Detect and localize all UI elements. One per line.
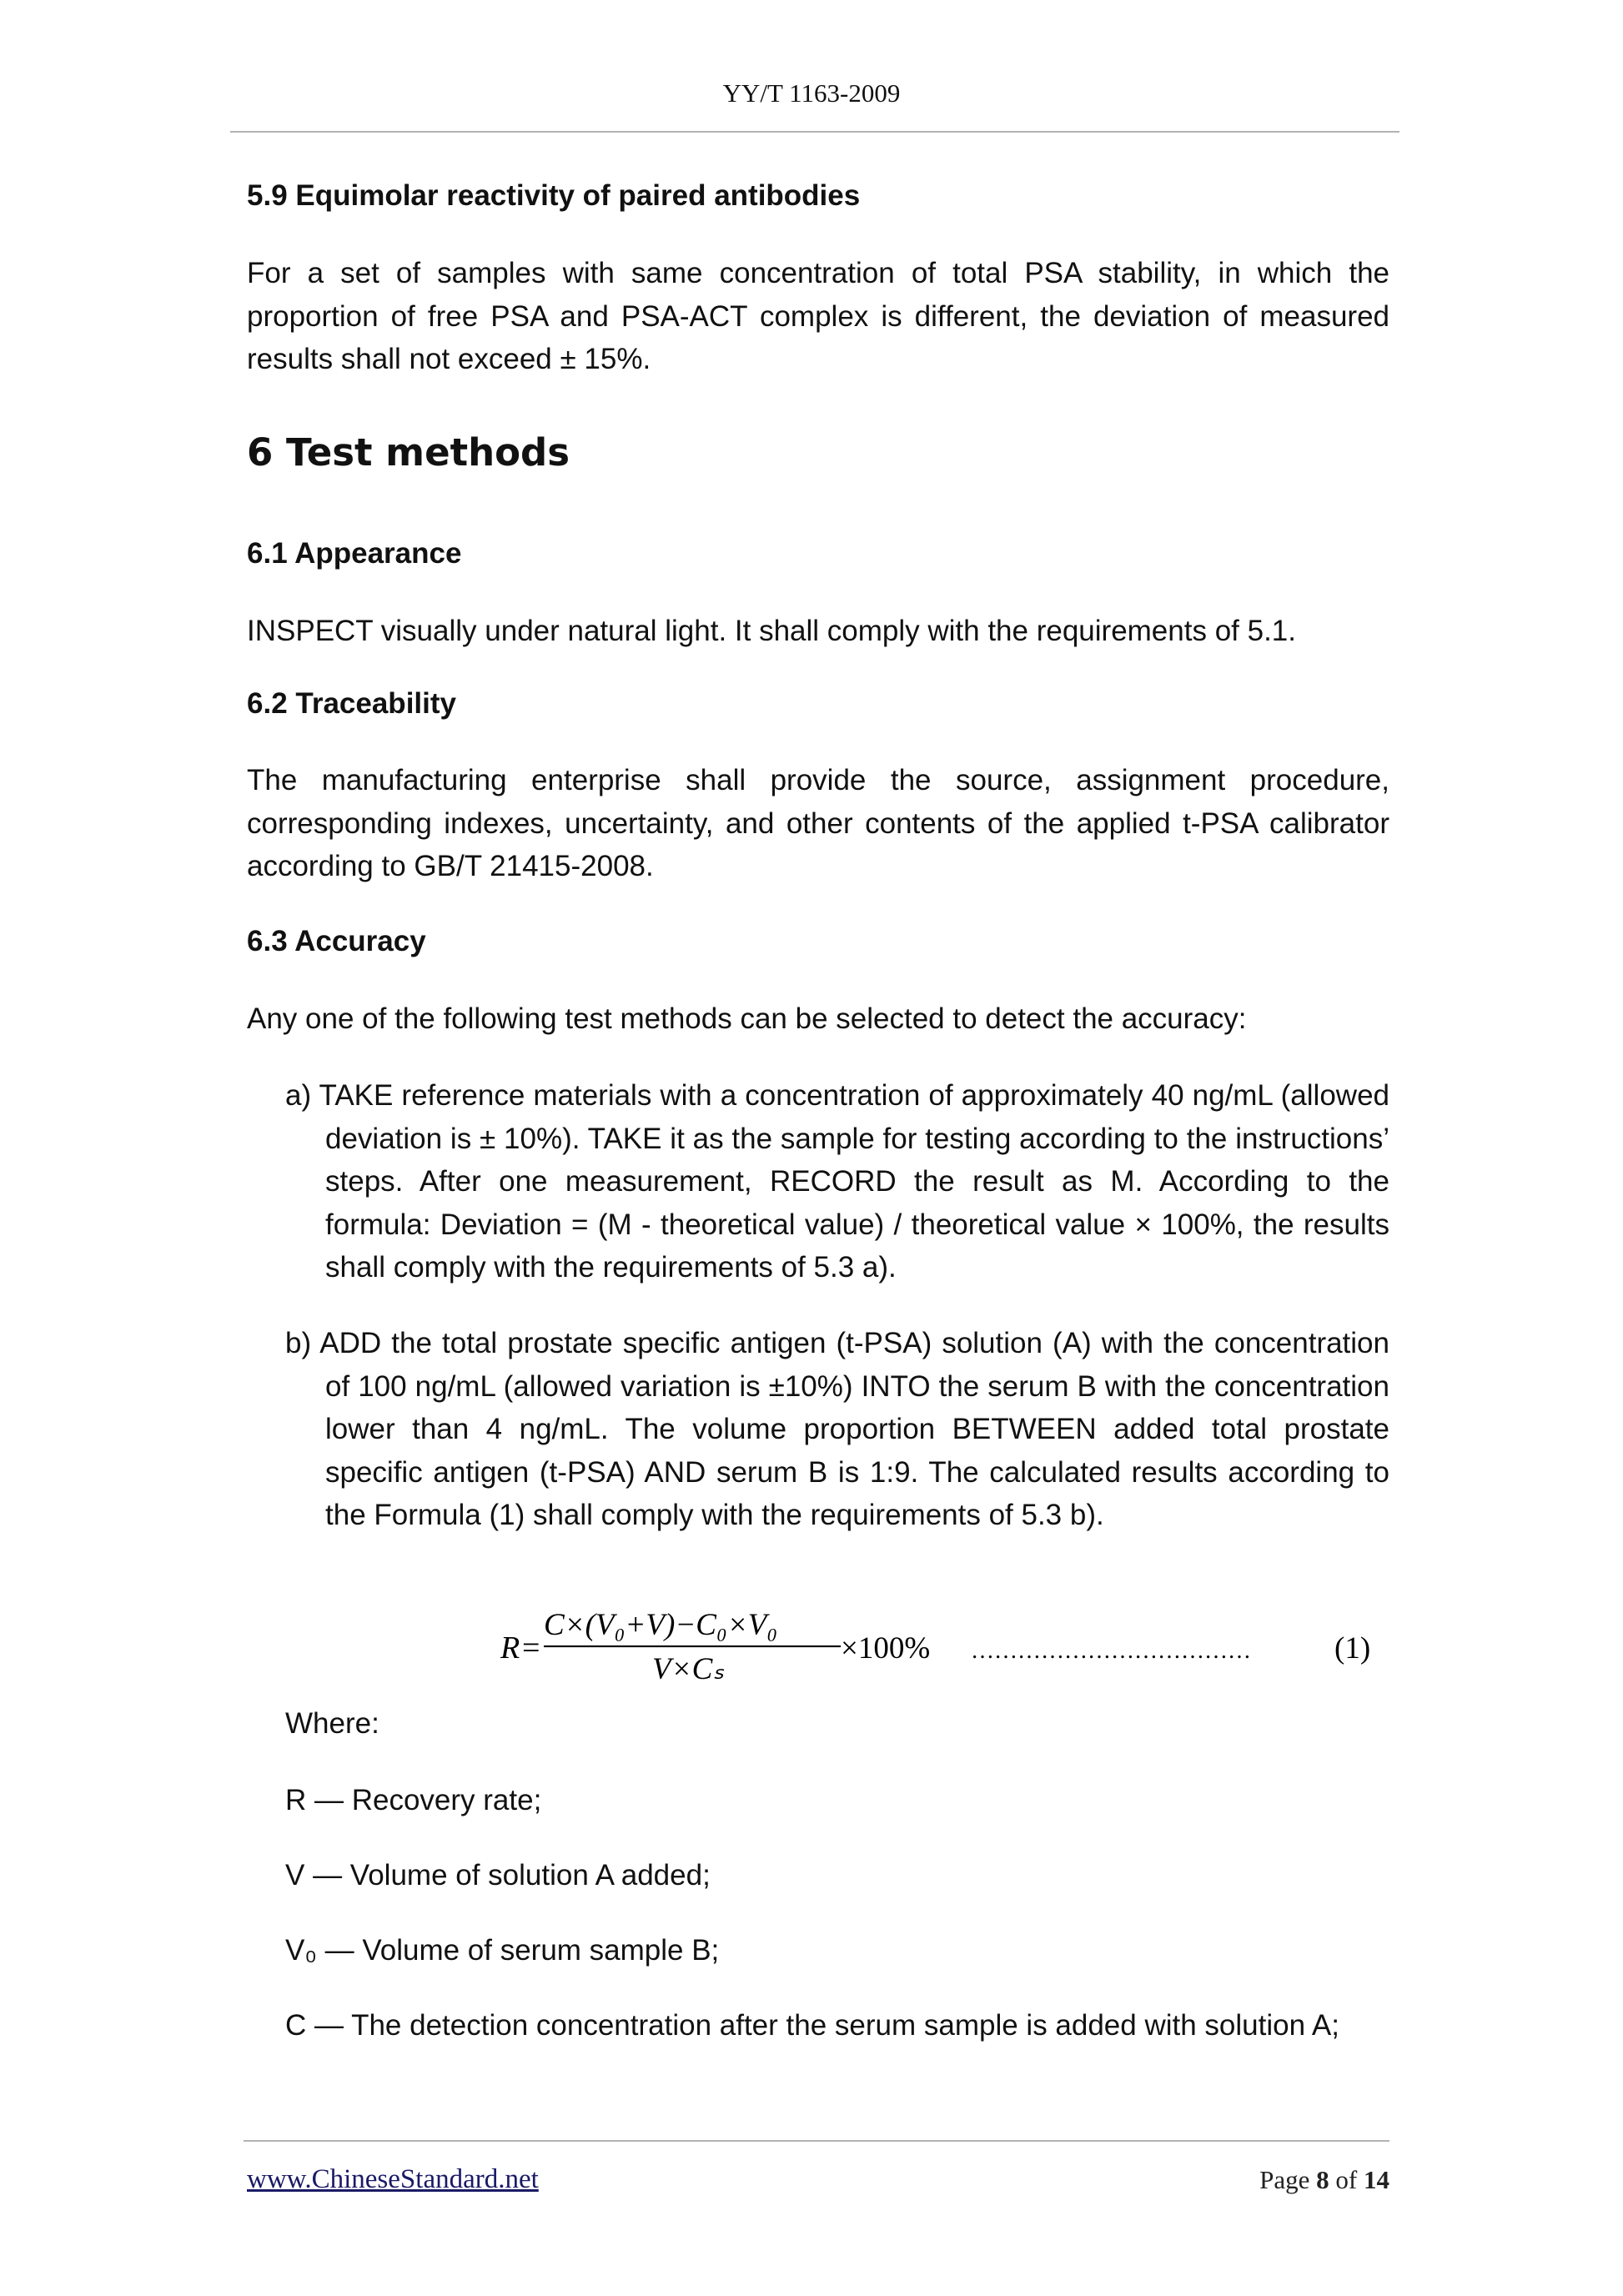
section-6-2-text: The manufacturing enterprise shall provide the source, assignment procedure, corresponding indexes, uncertainty, and other contents of the applied t-PSA calibrator according to GB/T 21415-2008. bbox=[247, 764, 1389, 882]
footer-rule bbox=[244, 2140, 1389, 2142]
section-5-9-heading: 5.9 Equimolar reactivity of paired antibodies bbox=[247, 179, 861, 212]
formula-leader: ……………………………… bbox=[971, 1638, 1251, 1664]
list-item-b: b) ADD the total prostate specific antigen (t-PSA) solution (A) with the concentration of 100 ng/mL (allowed variation is ±10%) INTO the serum B with the concentration lower than 4 ng/mL. The volume proportion BETWEEN added total prostate specific antigen (t-PSA) AND serum B is 1:9. The calculated results according to the Formula (1) shall comply with the requirements of 5.3 b). bbox=[285, 1327, 1389, 1531]
definition-C: C — The detection concentration after the serum sample is added with solution A; bbox=[285, 2009, 1339, 2042]
recovery-rate-formula bbox=[500, 1593, 1381, 1685]
page-current: 8 bbox=[1316, 2165, 1329, 2194]
section-6-1-heading: 6.1 Appearance bbox=[247, 537, 462, 570]
section-6-1-text: INSPECT visually under natural light. It shall comply with the requirements of 5.1. bbox=[247, 615, 1296, 647]
page-number bbox=[1259, 2163, 1389, 2197]
document-code: YY/T 1163-2009 bbox=[722, 78, 901, 108]
formula-numerator: C×(V₀+V)−C₀×V₀ bbox=[544, 1608, 778, 1642]
definition-R: R — Recovery rate; bbox=[285, 1784, 542, 1816]
formula-lhs: R bbox=[500, 1630, 520, 1665]
header-rule bbox=[230, 131, 1399, 133]
list-item-a: a) TAKE reference materials with a concentration of approximately 40 ng/mL (allowed deviation is ± 10%). TAKE it as the sample for testing according to the instructions’ steps. After one measurement, RECORD the result as M. According to the formula: Deviation = (M - theoretical value) / theoretical value × 100%, the results shall comply with the requirements of 5.3 a). bbox=[285, 1079, 1389, 1284]
section-6-3-intro: Any one of the following test methods can be selected to detect the accuracy: bbox=[247, 1002, 1247, 1035]
footer-website-link[interactable]: www.ChineseStandard.net bbox=[247, 2164, 539, 2194]
where-label: Where: bbox=[285, 1707, 379, 1740]
definition-V: V — Volume of solution A added; bbox=[285, 1859, 711, 1892]
page-total: 14 bbox=[1364, 2165, 1389, 2194]
formula-number: (1) bbox=[1334, 1631, 1371, 1665]
page-of: of bbox=[1335, 2165, 1358, 2194]
section-6-heading: 6 Test methods bbox=[247, 430, 570, 475]
section-6-3-heading: 6.3 Accuracy bbox=[247, 925, 426, 957]
definition-V0: V₀ — Volume of serum sample B; bbox=[285, 1934, 720, 1967]
formula-equals: = bbox=[522, 1630, 540, 1665]
formula-multiplier: ×100% bbox=[841, 1631, 931, 1665]
formula-denominator: V×Cₛ bbox=[652, 1652, 725, 1685]
section-5-9-text: For a set of samples with same concentration of total PSA stability, in which the proportion of free PSA and PSA-ACT complex is different, the deviation of measured results shall not exceed ± 15%. bbox=[247, 257, 1389, 375]
page-word: Page bbox=[1259, 2165, 1310, 2194]
section-6-2-heading: 6.2 Traceability bbox=[247, 687, 456, 720]
